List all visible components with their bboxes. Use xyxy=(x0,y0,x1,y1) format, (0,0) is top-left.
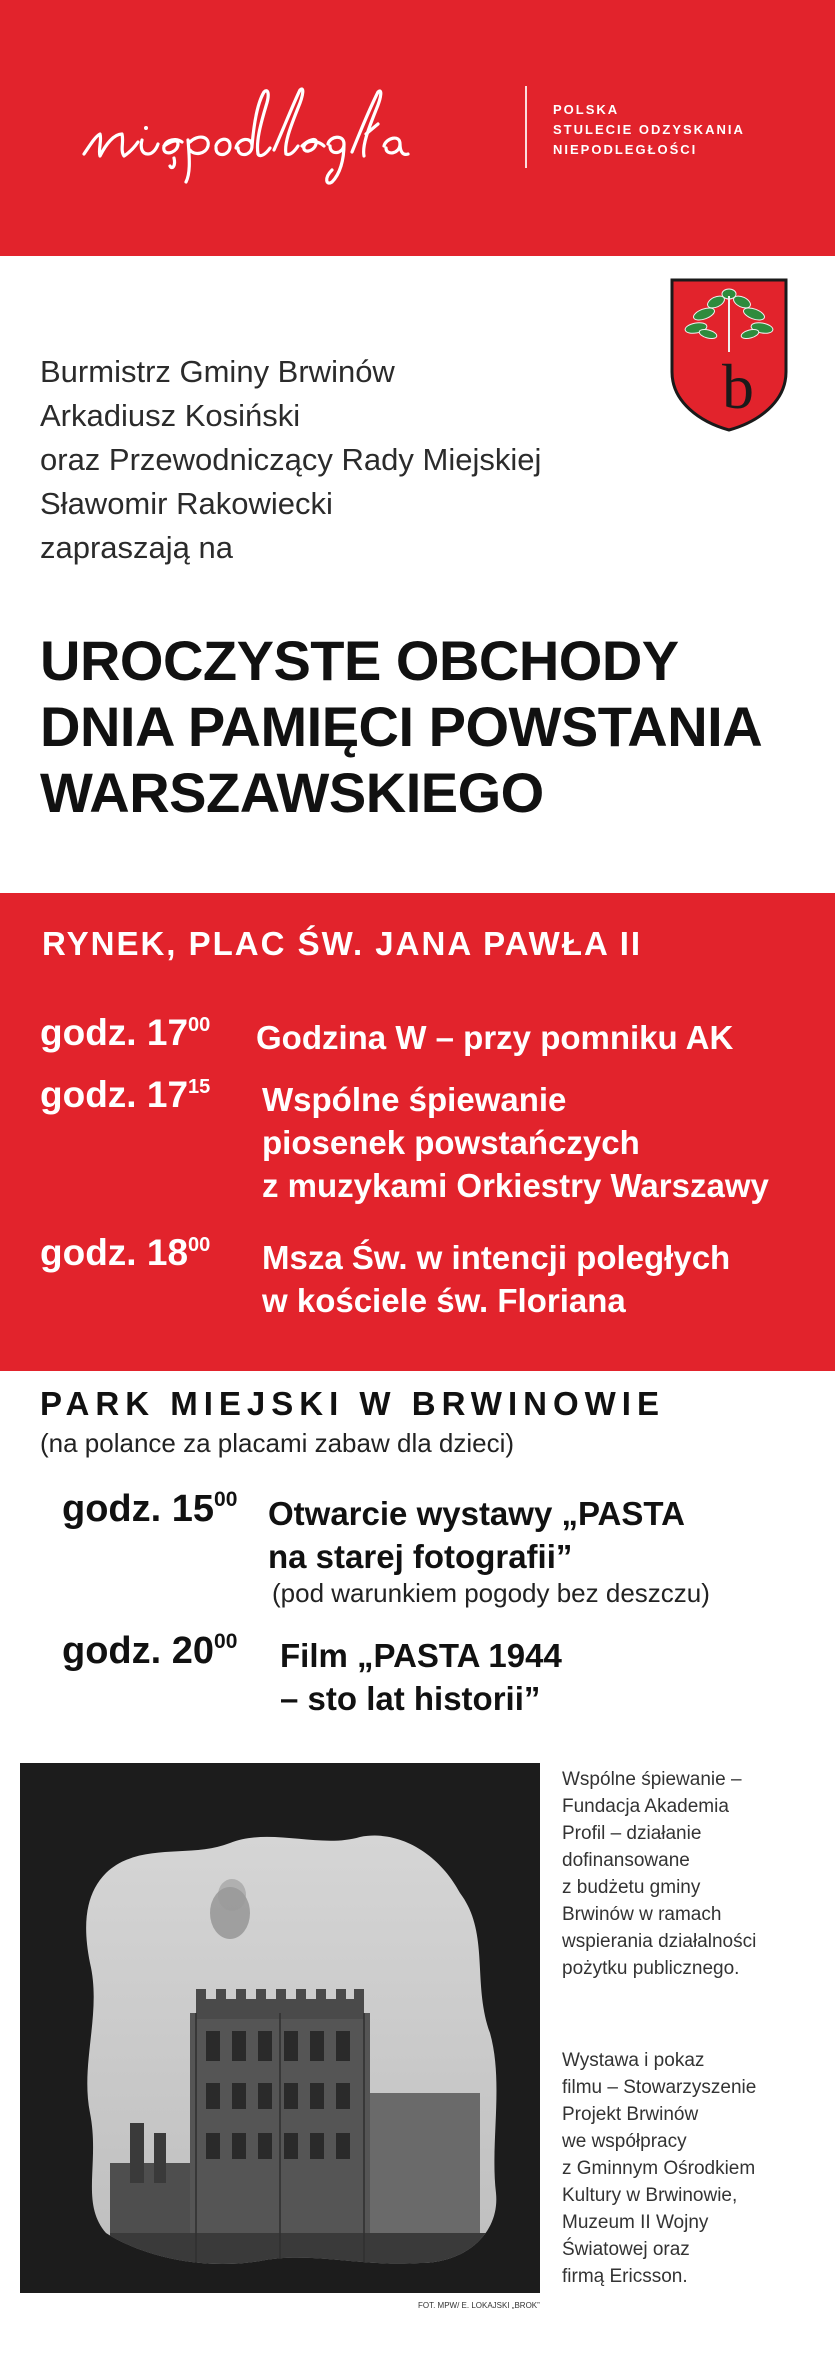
historic-photo xyxy=(20,1763,540,2293)
intro-line: zapraszają na xyxy=(40,530,234,565)
event-description: Film „PASTA 1944 – sto lat historii” xyxy=(280,1637,562,1717)
event-description: Msza Św. w intencji poległych w kościele św. Floriana xyxy=(262,1239,731,1319)
tagline-line: STULECIE ODZYSKANIA xyxy=(553,122,745,137)
brwinow-coat-of-arms-icon xyxy=(668,276,790,434)
event-title xyxy=(40,628,762,826)
title-line: UROCZYSTE OBCHODY xyxy=(40,629,679,692)
title-line: DNIA PAMIĘCI POWSTANIA xyxy=(40,695,763,758)
title-line: WARSZAWSKIEGO xyxy=(40,761,544,824)
intro-line: Sławomir Rakowiecki xyxy=(40,486,333,521)
intro-text xyxy=(40,350,541,570)
intro-line: Burmistrz Gminy Brwinów xyxy=(40,354,395,389)
pasta-building-photo xyxy=(20,1763,540,2293)
event-time: godz. $15^{00}$ xyxy=(62,1488,238,1530)
tagline-line: NIEPODLEGŁOŚCI xyxy=(553,142,698,157)
event-description: Otwarcie wystawy „PASTA na starej fotografii” xyxy=(268,1495,685,1575)
venue-market: RYNEK, PLAC ŚW. JANA PAWŁA II xyxy=(42,925,643,962)
niepodlegla-logo xyxy=(78,62,498,192)
logo-tagline xyxy=(553,100,745,160)
schedule-item xyxy=(62,1488,237,1531)
schedule-item xyxy=(40,1232,210,1274)
event-time: godz. $17^{15}$ xyxy=(40,1074,211,1115)
intro-line: Arkadiusz Kosiński xyxy=(40,398,301,433)
venue-park-note: (na polance za placami zabaw dla dzieci) xyxy=(40,1428,515,1458)
logo-divider xyxy=(525,86,527,168)
event-description: Godzina W – przy pomniku AK xyxy=(256,1019,734,1056)
event-note: (pod warunkiem pogody bez deszczu) xyxy=(272,1578,710,1608)
tagline-line: POLSKA xyxy=(553,102,620,117)
schedule-item xyxy=(40,1074,210,1116)
event-time: godz. $20^{00}$ xyxy=(62,1630,238,1672)
intro-line: oraz Przewodniczący Rady Miejskiej xyxy=(40,442,542,477)
event-time: godz. $17^{00}$ xyxy=(40,1012,211,1053)
schedule-item xyxy=(62,1630,237,1673)
venue-park: PARK MIEJSKI W BRWINOWIE xyxy=(40,1385,665,1422)
svg-text:b: b xyxy=(722,351,754,422)
photo-credit: FOT. MPW/ E. LOKAJSKI „BROK” xyxy=(418,2301,540,2310)
event-time: godz. $18^{00}$ xyxy=(40,1232,211,1273)
event-description: Wspólne śpiewanie piosenek powstańczych z muzykami Orkiestry Warszawy xyxy=(262,1081,769,1204)
sponsor-note-exhibition: Wystawa i pokaz filmu – Stowarzyszenie Projekt Brwinów we współpracy z Gminnym Ośrodkiem Kultury w Brwinowie, Muzeum II Wojny Światowej oraz firmą Ericsson. xyxy=(562,2050,757,2287)
schedule-item xyxy=(40,1012,210,1054)
sponsor-note-singing: Wspólne śpiewanie – Fundacja Akademia Profil – działanie dofinansowane z budżetu gminy Brwinów w ramach wspierania działalności pożytku publicznego. xyxy=(562,1769,757,1979)
